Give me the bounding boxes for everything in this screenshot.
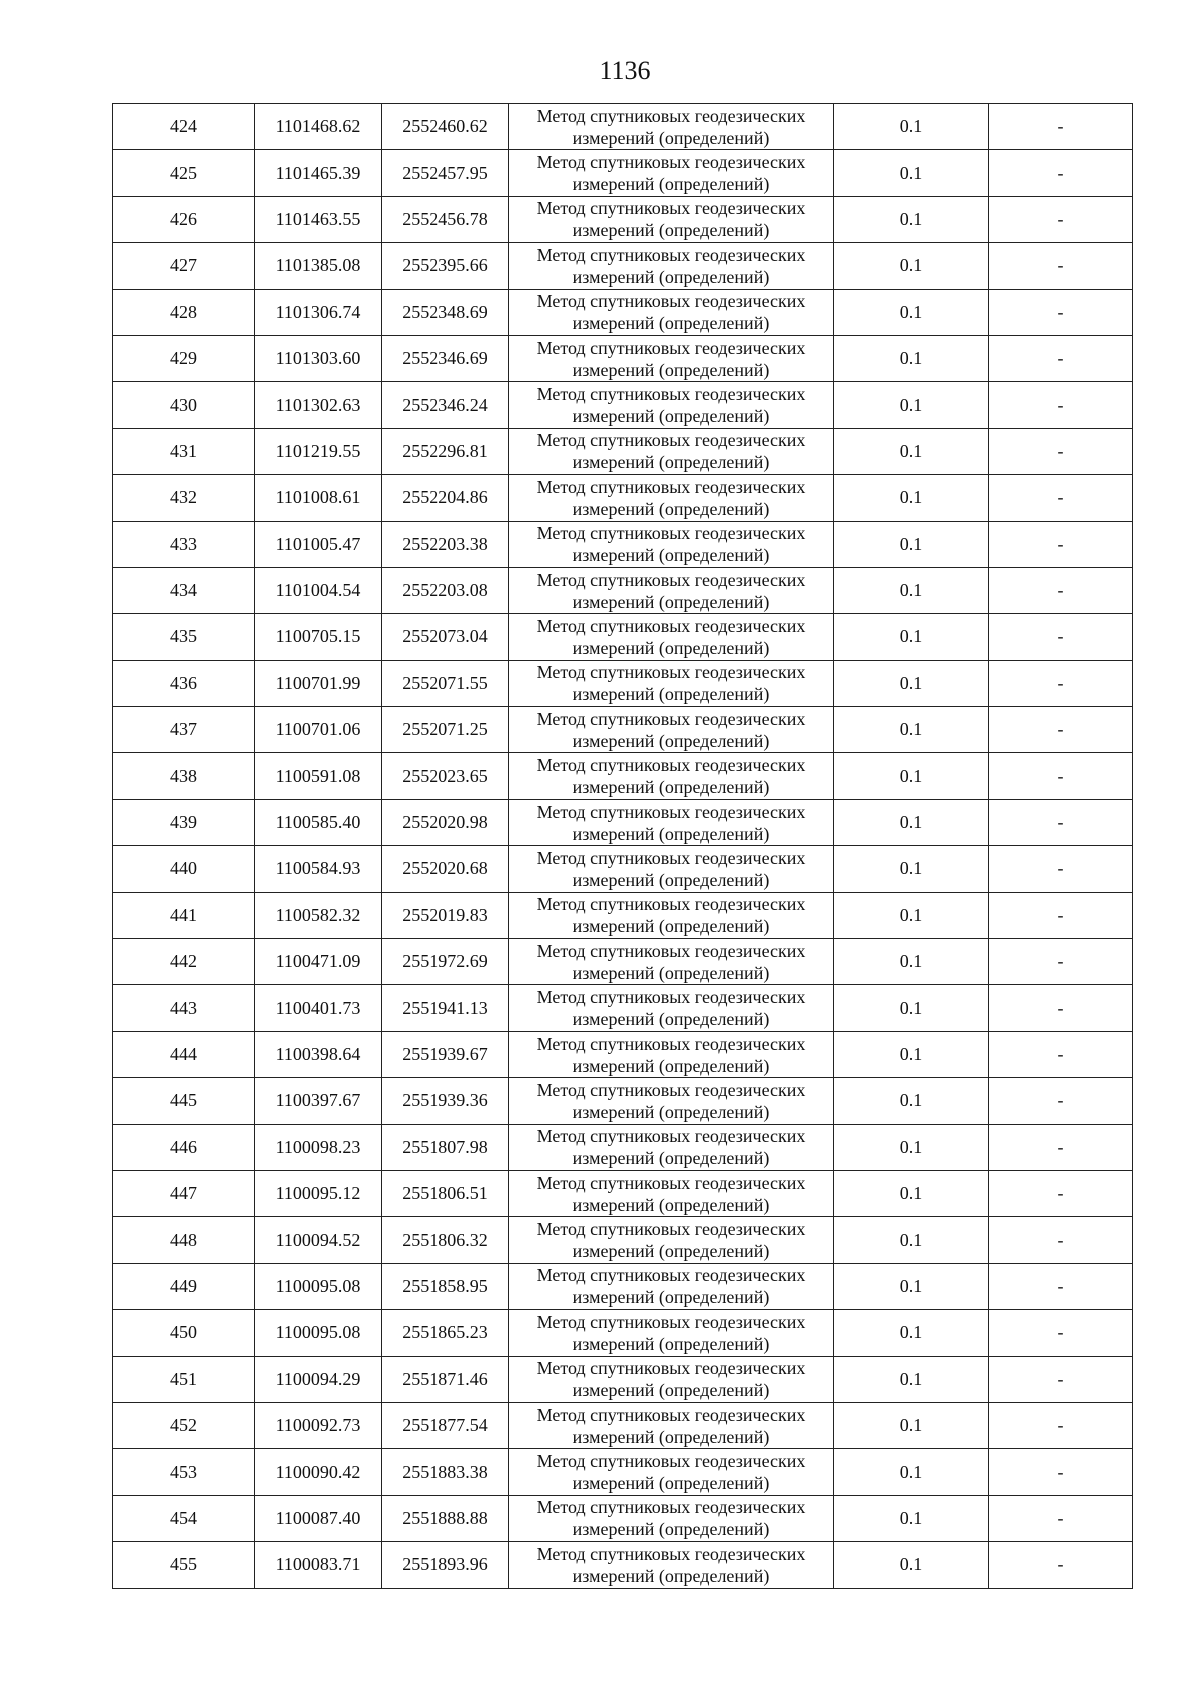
method-cell xyxy=(509,707,834,753)
method-line-1: Метод спутниковых геодезических xyxy=(536,1265,806,1286)
x-coordinate-cell: 1100087.40 xyxy=(255,1495,382,1541)
table-row xyxy=(113,707,1133,753)
description-cell: - xyxy=(989,753,1133,799)
accuracy-cell: 0.1 xyxy=(834,196,989,242)
accuracy-cell: 0.1 xyxy=(834,1356,989,1402)
x-coordinate-cell: 1100582.32 xyxy=(255,892,382,938)
method-cell xyxy=(509,1124,834,1170)
accuracy-cell: 0.1 xyxy=(834,614,989,660)
table-row xyxy=(113,1124,1133,1170)
method-line-1: Метод спутниковых геодезических xyxy=(536,847,806,868)
method-cell xyxy=(509,1356,834,1402)
method-line-1: Метод спутниковых геодезических xyxy=(536,662,806,683)
coordinates-table xyxy=(112,103,1133,1589)
table-row xyxy=(113,1217,1133,1263)
table-row xyxy=(113,567,1133,613)
y-coordinate-cell: 2552395.66 xyxy=(382,243,509,289)
method-line-1: Метод спутниковых геодезических xyxy=(536,244,806,265)
y-coordinate-cell: 2552346.24 xyxy=(382,382,509,428)
method-line-1: Метод спутниковых геодезических xyxy=(536,569,806,590)
table-row xyxy=(113,289,1133,335)
accuracy-cell: 0.1 xyxy=(834,1542,989,1588)
description-cell: - xyxy=(989,1542,1133,1588)
method-line-2: измерений (определений) xyxy=(572,1333,770,1354)
point-number-cell: 449 xyxy=(113,1263,255,1309)
point-number-cell: 435 xyxy=(113,614,255,660)
method-line-1: Метод спутниковых геодезических xyxy=(536,430,806,451)
description-cell: - xyxy=(989,1031,1133,1077)
y-coordinate-cell: 2552346.69 xyxy=(382,335,509,381)
method-line-2: измерений (определений) xyxy=(572,730,770,751)
point-number-cell: 451 xyxy=(113,1356,255,1402)
method-line-1: Метод спутниковых геодезических xyxy=(536,708,806,729)
y-coordinate-cell: 2552348.69 xyxy=(382,289,509,335)
x-coordinate-cell: 1100401.73 xyxy=(255,985,382,1031)
x-coordinate-cell: 1100092.73 xyxy=(255,1402,382,1448)
description-cell: - xyxy=(989,289,1133,335)
x-coordinate-cell: 1100398.64 xyxy=(255,1031,382,1077)
y-coordinate-cell: 2552204.86 xyxy=(382,475,509,521)
method-cell xyxy=(509,660,834,706)
x-coordinate-cell: 1100397.67 xyxy=(255,1078,382,1124)
method-line-2: измерений (определений) xyxy=(572,916,770,937)
method-line-2: измерений (определений) xyxy=(572,220,770,241)
accuracy-cell: 0.1 xyxy=(834,846,989,892)
description-cell: - xyxy=(989,1263,1133,1309)
method-line-2: измерений (определений) xyxy=(572,684,770,705)
method-line-1: Метод спутниковых геодезических xyxy=(536,476,806,497)
accuracy-cell: 0.1 xyxy=(834,1263,989,1309)
method-line-2: измерений (определений) xyxy=(572,1519,770,1540)
method-cell xyxy=(509,1495,834,1541)
accuracy-cell: 0.1 xyxy=(834,382,989,428)
method-line-1: Метод спутниковых геодезических xyxy=(536,987,806,1008)
table-row xyxy=(113,1495,1133,1541)
method-line-2: измерений (определений) xyxy=(572,1287,770,1308)
method-line-1: Метод спутниковых геодезических xyxy=(536,1079,806,1100)
method-cell xyxy=(509,1078,834,1124)
method-line-1: Метод спутниковых геодезических xyxy=(536,384,806,405)
x-coordinate-cell: 1100701.99 xyxy=(255,660,382,706)
point-number-cell: 447 xyxy=(113,1170,255,1216)
accuracy-cell: 0.1 xyxy=(834,475,989,521)
accuracy-cell: 0.1 xyxy=(834,1124,989,1170)
method-cell xyxy=(509,475,834,521)
x-coordinate-cell: 1100701.06 xyxy=(255,707,382,753)
method-line-1: Метод спутниковых геодезических xyxy=(536,198,806,219)
method-line-1: Метод спутниковых геодезических xyxy=(536,105,806,126)
y-coordinate-cell: 2552019.83 xyxy=(382,892,509,938)
method-line-2: измерений (определений) xyxy=(572,452,770,473)
description-cell: - xyxy=(989,150,1133,196)
point-number-cell: 441 xyxy=(113,892,255,938)
x-coordinate-cell: 1101008.61 xyxy=(255,475,382,521)
method-line-2: измерений (определений) xyxy=(572,498,770,519)
method-line-1: Метод спутниковых геодезических xyxy=(536,801,806,822)
y-coordinate-cell: 2551939.36 xyxy=(382,1078,509,1124)
accuracy-cell: 0.1 xyxy=(834,521,989,567)
x-coordinate-cell: 1100591.08 xyxy=(255,753,382,799)
y-coordinate-cell: 2552020.68 xyxy=(382,846,509,892)
method-cell xyxy=(509,846,834,892)
method-cell xyxy=(509,196,834,242)
method-cell xyxy=(509,614,834,660)
accuracy-cell: 0.1 xyxy=(834,1495,989,1541)
method-line-2: измерений (определений) xyxy=(572,1473,770,1494)
table-row xyxy=(113,660,1133,706)
description-cell: - xyxy=(989,985,1133,1031)
method-cell xyxy=(509,753,834,799)
x-coordinate-cell: 1101463.55 xyxy=(255,196,382,242)
accuracy-cell: 0.1 xyxy=(834,1402,989,1448)
method-line-1: Метод спутниковых геодезических xyxy=(536,1126,806,1147)
x-coordinate-cell: 1100098.23 xyxy=(255,1124,382,1170)
y-coordinate-cell: 2552457.95 xyxy=(382,150,509,196)
description-cell: - xyxy=(989,707,1133,753)
description-cell: - xyxy=(989,521,1133,567)
point-number-cell: 431 xyxy=(113,428,255,474)
y-coordinate-cell: 2551877.54 xyxy=(382,1402,509,1448)
method-line-1: Метод спутниковых геодезических xyxy=(536,1497,806,1518)
method-line-2: измерений (определений) xyxy=(572,1565,770,1586)
point-number-cell: 436 xyxy=(113,660,255,706)
table-row xyxy=(113,1263,1133,1309)
x-coordinate-cell: 1100584.93 xyxy=(255,846,382,892)
accuracy-cell: 0.1 xyxy=(834,150,989,196)
method-cell xyxy=(509,1217,834,1263)
y-coordinate-cell: 2551888.88 xyxy=(382,1495,509,1541)
method-line-1: Метод спутниковых геодезических xyxy=(536,523,806,544)
method-line-2: измерений (определений) xyxy=(572,127,770,148)
method-line-1: Метод спутниковых геодезических xyxy=(536,291,806,312)
table-row xyxy=(113,753,1133,799)
method-line-2: измерений (определений) xyxy=(572,777,770,798)
table-row xyxy=(113,1078,1133,1124)
point-number-cell: 429 xyxy=(113,335,255,381)
method-line-2: измерений (определений) xyxy=(572,1426,770,1447)
point-number-cell: 453 xyxy=(113,1449,255,1495)
method-line-1: Метод спутниковых геодезических xyxy=(536,152,806,173)
table-row xyxy=(113,892,1133,938)
table-row xyxy=(113,614,1133,660)
table-row xyxy=(113,1170,1133,1216)
description-cell: - xyxy=(989,846,1133,892)
method-line-2: измерений (определений) xyxy=(572,545,770,566)
table-row xyxy=(113,475,1133,521)
accuracy-cell: 0.1 xyxy=(834,335,989,381)
table-row xyxy=(113,1310,1133,1356)
table-row xyxy=(113,521,1133,567)
table-row xyxy=(113,1356,1133,1402)
accuracy-cell: 0.1 xyxy=(834,1217,989,1263)
description-cell: - xyxy=(989,196,1133,242)
table-row xyxy=(113,150,1133,196)
y-coordinate-cell: 2551806.32 xyxy=(382,1217,509,1263)
description-cell: - xyxy=(989,1310,1133,1356)
method-line-1: Метод спутниковых геодезических xyxy=(536,615,806,636)
description-cell: - xyxy=(989,1495,1133,1541)
table-row xyxy=(113,243,1133,289)
x-coordinate-cell: 1101306.74 xyxy=(255,289,382,335)
point-number-cell: 428 xyxy=(113,289,255,335)
method-line-1: Метод спутниковых геодезических xyxy=(536,1451,806,1472)
description-cell: - xyxy=(989,1170,1133,1216)
y-coordinate-cell: 2552203.38 xyxy=(382,521,509,567)
method-line-1: Метод спутниковых геодезических xyxy=(536,1172,806,1193)
method-line-2: измерений (определений) xyxy=(572,1101,770,1122)
method-line-1: Метод спутниковых геодезических xyxy=(536,1404,806,1425)
table-row xyxy=(113,1449,1133,1495)
accuracy-cell: 0.1 xyxy=(834,1449,989,1495)
description-cell: - xyxy=(989,614,1133,660)
y-coordinate-cell: 2552073.04 xyxy=(382,614,509,660)
method-cell xyxy=(509,289,834,335)
point-number-cell: 452 xyxy=(113,1402,255,1448)
y-coordinate-cell: 2551871.46 xyxy=(382,1356,509,1402)
method-line-1: Метод спутниковых геодезических xyxy=(536,755,806,776)
accuracy-cell: 0.1 xyxy=(834,289,989,335)
description-cell: - xyxy=(989,1217,1133,1263)
description-cell: - xyxy=(989,892,1133,938)
point-number-cell: 442 xyxy=(113,939,255,985)
point-number-cell: 455 xyxy=(113,1542,255,1588)
table-row xyxy=(113,196,1133,242)
accuracy-cell: 0.1 xyxy=(834,799,989,845)
point-number-cell: 427 xyxy=(113,243,255,289)
method-line-1: Метод спутниковых геодезических xyxy=(536,1358,806,1379)
accuracy-cell: 0.1 xyxy=(834,1170,989,1216)
y-coordinate-cell: 2551865.23 xyxy=(382,1310,509,1356)
description-cell: - xyxy=(989,1402,1133,1448)
method-line-2: измерений (определений) xyxy=(572,266,770,287)
method-line-2: измерений (определений) xyxy=(572,591,770,612)
description-cell: - xyxy=(989,1449,1133,1495)
point-number-cell: 443 xyxy=(113,985,255,1031)
description-cell: - xyxy=(989,382,1133,428)
description-cell: - xyxy=(989,1078,1133,1124)
accuracy-cell: 0.1 xyxy=(834,1078,989,1124)
y-coordinate-cell: 2552296.81 xyxy=(382,428,509,474)
method-line-2: измерений (определений) xyxy=(572,406,770,427)
table-row xyxy=(113,846,1133,892)
x-coordinate-cell: 1101005.47 xyxy=(255,521,382,567)
x-coordinate-cell: 1100083.71 xyxy=(255,1542,382,1588)
x-coordinate-cell: 1100095.08 xyxy=(255,1310,382,1356)
table-row xyxy=(113,985,1133,1031)
method-cell xyxy=(509,1170,834,1216)
method-cell xyxy=(509,567,834,613)
y-coordinate-cell: 2552023.65 xyxy=(382,753,509,799)
description-cell: - xyxy=(989,939,1133,985)
coordinates-table-body xyxy=(113,104,1133,1589)
method-line-2: измерений (определений) xyxy=(572,1380,770,1401)
method-line-1: Метод спутниковых геодезических xyxy=(536,894,806,915)
accuracy-cell: 0.1 xyxy=(834,939,989,985)
table-row xyxy=(113,382,1133,428)
point-number-cell: 454 xyxy=(113,1495,255,1541)
method-line-1: Метод спутниковых геодезических xyxy=(536,1311,806,1332)
method-cell xyxy=(509,150,834,196)
y-coordinate-cell: 2552203.08 xyxy=(382,567,509,613)
method-cell xyxy=(509,1310,834,1356)
method-line-2: измерений (определений) xyxy=(572,869,770,890)
method-line-2: измерений (определений) xyxy=(572,1055,770,1076)
accuracy-cell: 0.1 xyxy=(834,753,989,799)
x-coordinate-cell: 1100094.52 xyxy=(255,1217,382,1263)
y-coordinate-cell: 2552071.55 xyxy=(382,660,509,706)
y-coordinate-cell: 2551858.95 xyxy=(382,1263,509,1309)
description-cell: - xyxy=(989,1356,1133,1402)
method-line-2: измерений (определений) xyxy=(572,823,770,844)
y-coordinate-cell: 2552456.78 xyxy=(382,196,509,242)
accuracy-cell: 0.1 xyxy=(834,1031,989,1077)
x-coordinate-cell: 1101004.54 xyxy=(255,567,382,613)
y-coordinate-cell: 2552071.25 xyxy=(382,707,509,753)
x-coordinate-cell: 1100705.15 xyxy=(255,614,382,660)
method-cell xyxy=(509,939,834,985)
method-cell xyxy=(509,799,834,845)
point-number-cell: 426 xyxy=(113,196,255,242)
y-coordinate-cell: 2552020.98 xyxy=(382,799,509,845)
table-row xyxy=(113,335,1133,381)
x-coordinate-cell: 1100095.08 xyxy=(255,1263,382,1309)
x-coordinate-cell: 1101219.55 xyxy=(255,428,382,474)
accuracy-cell: 0.1 xyxy=(834,1310,989,1356)
point-number-cell: 432 xyxy=(113,475,255,521)
point-number-cell: 430 xyxy=(113,382,255,428)
method-line-2: измерений (определений) xyxy=(572,1241,770,1262)
method-cell xyxy=(509,1402,834,1448)
method-line-2: измерений (определений) xyxy=(572,1009,770,1030)
description-cell: - xyxy=(989,1124,1133,1170)
method-cell xyxy=(509,521,834,567)
method-cell xyxy=(509,335,834,381)
y-coordinate-cell: 2551806.51 xyxy=(382,1170,509,1216)
method-line-1: Метод спутниковых геодезических xyxy=(536,940,806,961)
method-cell xyxy=(509,243,834,289)
point-number-cell: 433 xyxy=(113,521,255,567)
method-line-1: Метод спутниковых геодезических xyxy=(536,1033,806,1054)
point-number-cell: 424 xyxy=(113,104,255,150)
description-cell: - xyxy=(989,243,1133,289)
y-coordinate-cell: 2551893.96 xyxy=(382,1542,509,1588)
x-coordinate-cell: 1100090.42 xyxy=(255,1449,382,1495)
x-coordinate-cell: 1100471.09 xyxy=(255,939,382,985)
table-row xyxy=(113,1031,1133,1077)
accuracy-cell: 0.1 xyxy=(834,892,989,938)
description-cell: - xyxy=(989,335,1133,381)
x-coordinate-cell: 1101465.39 xyxy=(255,150,382,196)
page-number: 1136 xyxy=(599,56,651,85)
table-row xyxy=(113,1542,1133,1588)
table-row xyxy=(113,104,1133,150)
method-line-2: измерений (определений) xyxy=(572,1148,770,1169)
method-cell xyxy=(509,892,834,938)
point-number-cell: 438 xyxy=(113,753,255,799)
description-cell: - xyxy=(989,660,1133,706)
point-number-cell: 425 xyxy=(113,150,255,196)
y-coordinate-cell: 2551883.38 xyxy=(382,1449,509,1495)
method-cell xyxy=(509,1449,834,1495)
x-coordinate-cell: 1101302.63 xyxy=(255,382,382,428)
point-number-cell: 446 xyxy=(113,1124,255,1170)
method-line-2: измерений (определений) xyxy=(572,359,770,380)
table-row xyxy=(113,799,1133,845)
point-number-cell: 450 xyxy=(113,1310,255,1356)
point-number-cell: 440 xyxy=(113,846,255,892)
description-cell: - xyxy=(989,567,1133,613)
accuracy-cell: 0.1 xyxy=(834,567,989,613)
description-cell: - xyxy=(989,104,1133,150)
point-number-cell: 444 xyxy=(113,1031,255,1077)
method-line-2: измерений (определений) xyxy=(572,174,770,195)
point-number-cell: 434 xyxy=(113,567,255,613)
x-coordinate-cell: 1100585.40 xyxy=(255,799,382,845)
point-number-cell: 448 xyxy=(113,1217,255,1263)
method-line-2: измерений (определений) xyxy=(572,637,770,658)
x-coordinate-cell: 1100094.29 xyxy=(255,1356,382,1402)
y-coordinate-cell: 2552460.62 xyxy=(382,104,509,150)
method-cell xyxy=(509,428,834,474)
accuracy-cell: 0.1 xyxy=(834,243,989,289)
method-cell xyxy=(509,985,834,1031)
description-cell: - xyxy=(989,428,1133,474)
point-number-cell: 439 xyxy=(113,799,255,845)
point-number-cell: 445 xyxy=(113,1078,255,1124)
method-line-1: Метод спутниковых геодезических xyxy=(536,1543,806,1564)
method-line-2: измерений (определений) xyxy=(572,1194,770,1215)
table-row xyxy=(113,428,1133,474)
x-coordinate-cell: 1101468.62 xyxy=(255,104,382,150)
method-line-1: Метод спутниковых геодезических xyxy=(536,337,806,358)
table-row xyxy=(113,1402,1133,1448)
y-coordinate-cell: 2551941.13 xyxy=(382,985,509,1031)
method-cell xyxy=(509,1031,834,1077)
table-row xyxy=(113,939,1133,985)
x-coordinate-cell: 1101385.08 xyxy=(255,243,382,289)
method-cell xyxy=(509,1542,834,1588)
accuracy-cell: 0.1 xyxy=(834,707,989,753)
method-cell xyxy=(509,104,834,150)
method-line-1: Метод спутниковых геодезических xyxy=(536,1219,806,1240)
method-cell xyxy=(509,382,834,428)
method-cell xyxy=(509,1263,834,1309)
description-cell: - xyxy=(989,799,1133,845)
description-cell: - xyxy=(989,475,1133,521)
y-coordinate-cell: 2551807.98 xyxy=(382,1124,509,1170)
accuracy-cell: 0.1 xyxy=(834,985,989,1031)
method-line-2: измерений (определений) xyxy=(572,313,770,334)
point-number-cell: 437 xyxy=(113,707,255,753)
accuracy-cell: 0.1 xyxy=(834,660,989,706)
accuracy-cell: 0.1 xyxy=(834,104,989,150)
x-coordinate-cell: 1100095.12 xyxy=(255,1170,382,1216)
y-coordinate-cell: 2551972.69 xyxy=(382,939,509,985)
method-line-2: измерений (определений) xyxy=(572,962,770,983)
accuracy-cell: 0.1 xyxy=(834,428,989,474)
x-coordinate-cell: 1101303.60 xyxy=(255,335,382,381)
y-coordinate-cell: 2551939.67 xyxy=(382,1031,509,1077)
